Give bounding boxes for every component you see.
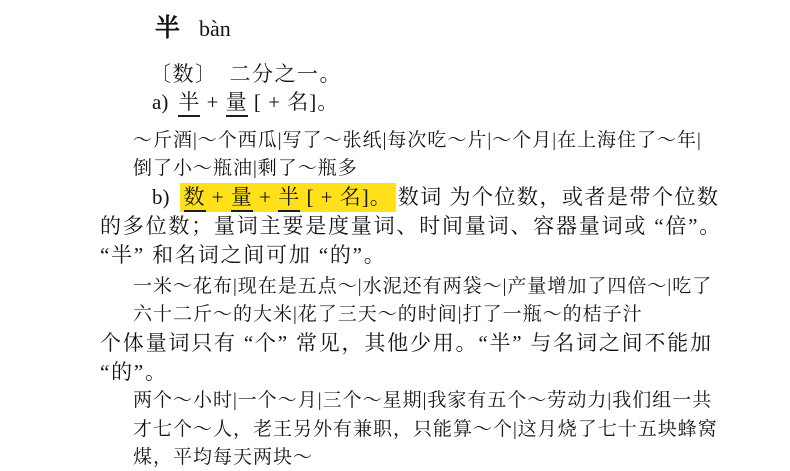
pattern-a-liang: 量: [226, 90, 248, 117]
sense-b-example-line-5: 煤，平均每天两块～: [133, 447, 314, 468]
headword-line: [155, 8, 231, 44]
pattern-a-plus: +: [200, 90, 226, 114]
highlighted-pattern: [180, 183, 396, 212]
sense-a-example-line-1: ～斤酒|～个西瓜|写了～张纸|每次吃～片|～个月|在上海住了～年|: [133, 130, 702, 151]
sense-b-note-line-4: 个体量词只有 “个” 常见，其他少用。“半” 与名词之间不能加: [100, 331, 713, 355]
pattern-b-tail: [ + 名]。: [300, 185, 392, 209]
pinyin: bàn: [199, 16, 231, 41]
sense-b-example-line-1: 一米～花布|现在是五点～|水泥还有两袋～|产量增加了四倍～|吃了: [133, 276, 713, 297]
sense-b-example-line-4: 才七个～人，老王另外有兼职，只能算～个|这月烧了七十五块蜂窝: [133, 419, 718, 440]
pattern-a-ban: 半: [178, 90, 200, 117]
pattern-b-plus1: +: [205, 185, 231, 209]
pattern-b-liang: 量: [231, 185, 253, 212]
headword: 半: [155, 15, 182, 42]
sense-b-example-line-3: 两个～小时|一个～月|三个～星期|我家有五个～劳动力|我们组一共: [133, 390, 713, 411]
sense-b-note-line-1: 数词 为个位数，或者是带个位数: [397, 185, 720, 209]
sense-b-note-line-2: 的多位数；量词主要是度量词、时间量词、容器量词或 “倍”。: [100, 214, 723, 238]
sense-b-pattern-line: [152, 181, 720, 211]
sense-b-example-line-2: 六十二斤～的大米|花了三天～的时间|打了一瓶～的桔子汁: [133, 304, 643, 325]
pattern-b-plus2: +: [252, 185, 279, 209]
sense-b-note-line-5: “的”。: [100, 360, 168, 384]
definition-line: [150, 58, 342, 88]
pattern-b-shu: 数: [184, 185, 206, 212]
part-of-speech-bracket: 〔数〕: [150, 62, 218, 86]
sense-b-label: b): [152, 185, 170, 209]
sense-a-label: a): [152, 90, 169, 114]
sense-b-note-line-3: “半” 和名词之间可加 “的”。: [100, 243, 387, 267]
pattern-b-ban: 半: [278, 185, 300, 212]
sense-a-pattern-line: [152, 86, 339, 116]
definition-text: 二分之一。: [229, 62, 342, 86]
sense-a-example-line-2: 倒了小～瓶油|剩了～瓶多: [133, 158, 358, 179]
pattern-a-tail: [ + 名]。: [247, 90, 340, 114]
